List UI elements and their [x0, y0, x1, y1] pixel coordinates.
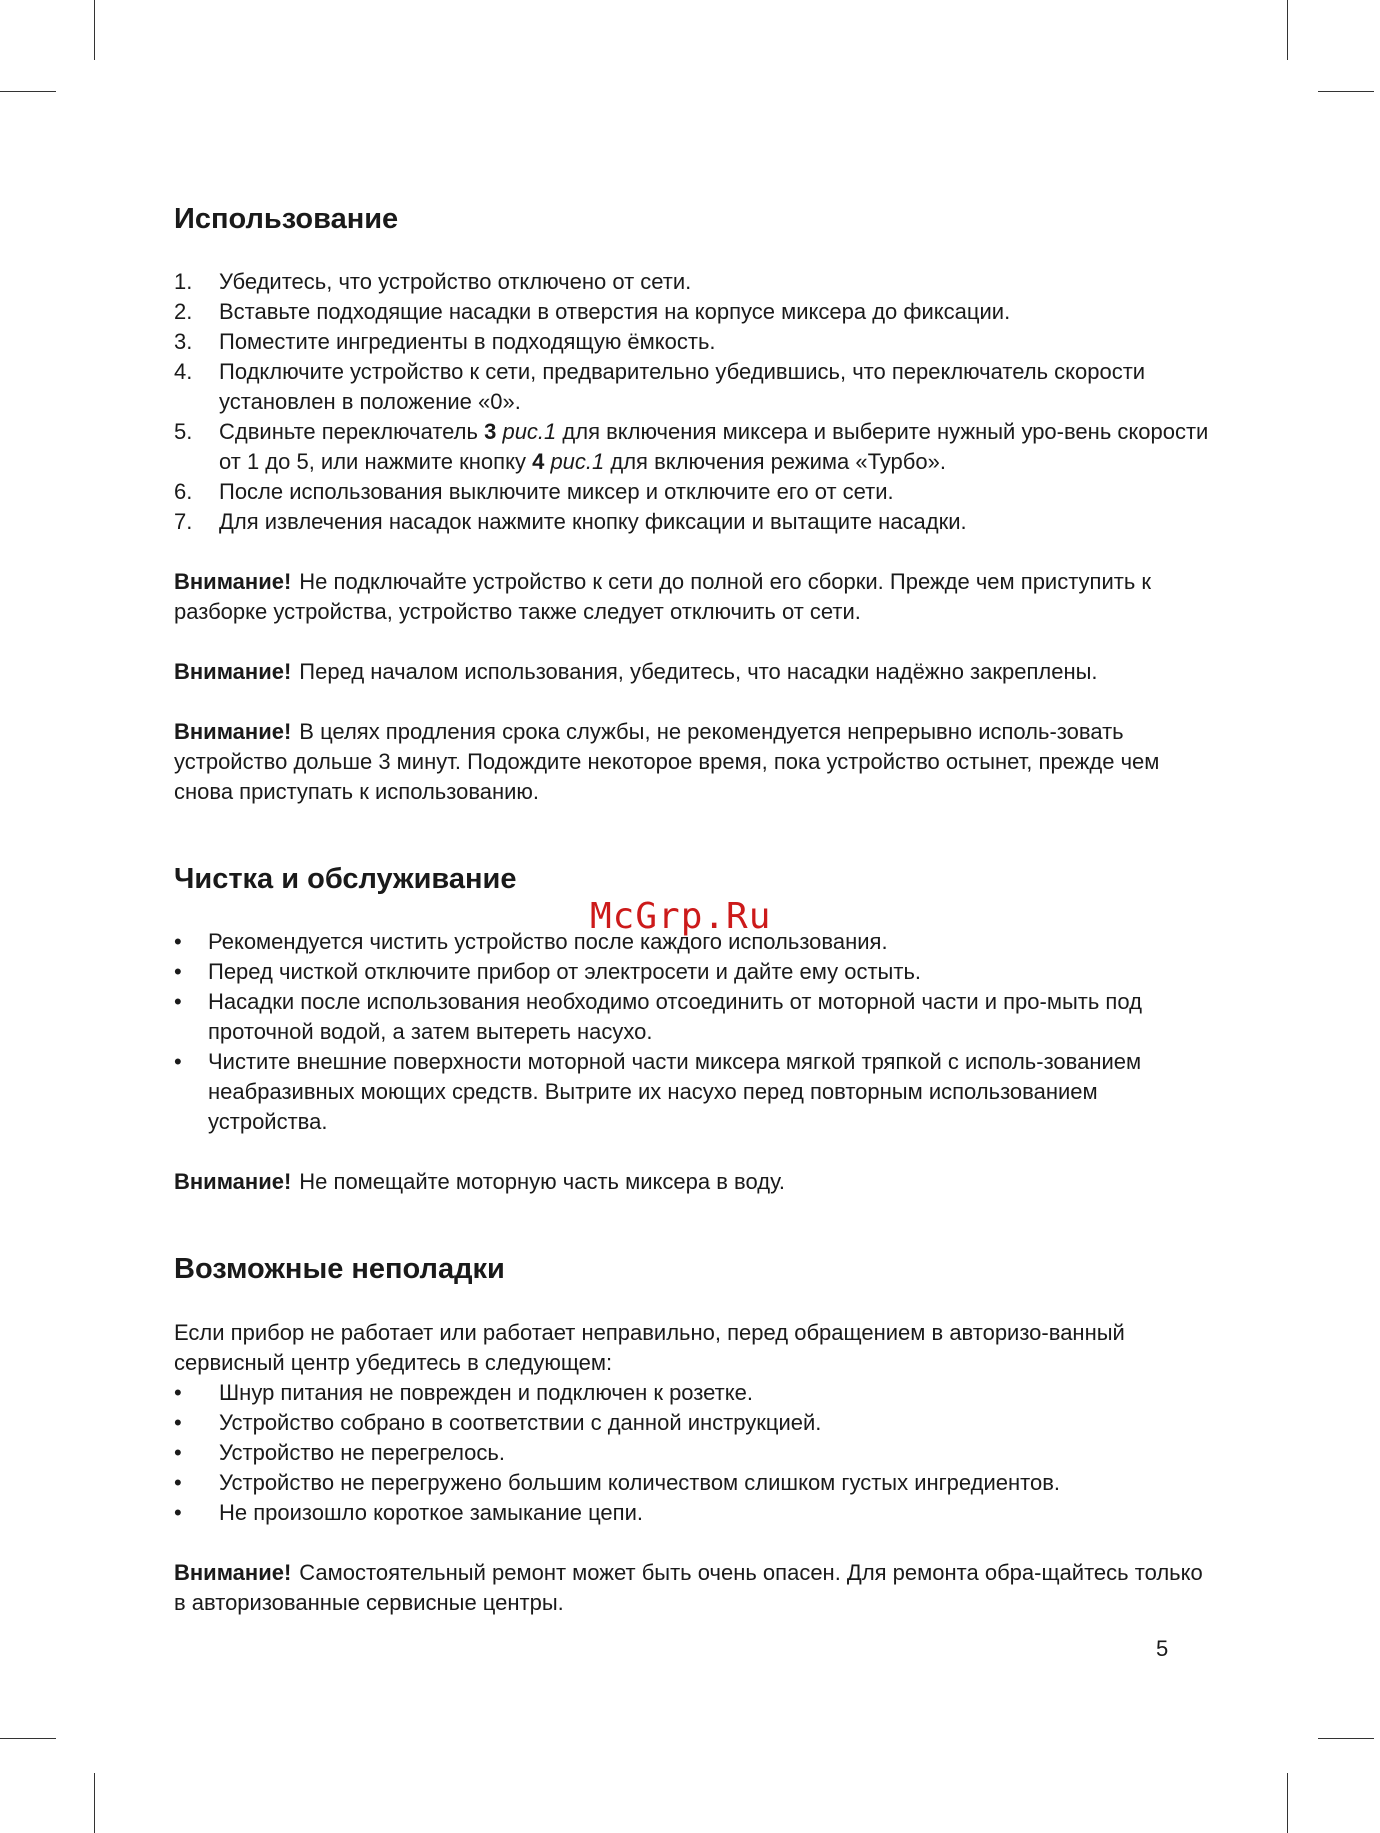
crop-mark	[94, 1773, 95, 1833]
step-number: 4.	[174, 359, 193, 384]
warning-label: Внимание!	[174, 569, 292, 594]
list-item	[174, 1378, 1214, 1408]
list-item	[174, 987, 1214, 1047]
bullet-icon: •	[174, 959, 182, 984]
bullet-icon: •	[174, 1440, 182, 1465]
warning-text: Перед началом использования, убедитесь, что насадки надёжно закреплены.	[299, 659, 1098, 684]
warning-paragraph	[174, 657, 1214, 687]
warning-paragraph	[174, 1558, 1214, 1618]
step-text: Поместите ингредиенты в подходящую ёмкость.	[219, 329, 716, 354]
step-text: Подключите устройство к сети, предварительно убедившись, что переключатель скорости установлен в положение «0».	[219, 359, 1146, 414]
step-text-part: для включения режима «Турбо».	[604, 449, 946, 474]
warning-text: Самостоятельный ремонт может быть очень опасен. Для ремонта обра-щайтесь только в авторизованные сервисные центры.	[174, 1560, 1203, 1615]
bullet-icon: •	[174, 929, 182, 954]
list-item	[174, 1438, 1214, 1468]
bullet-icon: •	[174, 1500, 182, 1525]
warning-paragraph	[174, 1167, 1214, 1197]
bullet-icon: •	[174, 1380, 182, 1405]
step-text: Для извлечения насадок нажмите кнопку фиксации и вытащите насадки.	[219, 509, 967, 534]
figure-ref: рис.1	[502, 419, 557, 444]
crop-mark	[0, 91, 56, 92]
bullet-icon: •	[174, 1470, 182, 1495]
list-item	[174, 267, 1214, 297]
warning-text: В целях продления срока службы, не рекомендуется непрерывно исполь-зовать устройство дольше 3 минут. Подождите некоторое время, пока устройство остынет, прежде чем снова приступать к использованию.	[174, 719, 1160, 804]
usage-steps-list	[174, 267, 1214, 537]
step-text: Убедитесь, что устройство отключено от сети.	[219, 269, 692, 294]
page-number: 5	[1156, 1636, 1169, 1661]
warning-text: Не подключайте устройство к сети до полной его сборки. Прежде чем приступить к разборке устройства, устройство также следует отключить от сети.	[174, 569, 1152, 624]
warning-label: Внимание!	[174, 1560, 292, 1585]
bullet-icon: •	[174, 1049, 182, 1074]
crop-mark	[0, 1738, 56, 1739]
step-number: 2.	[174, 299, 193, 324]
bullet-text: Чистите внешние поверхности моторной части миксера мягкой тряпкой с исполь-зованием неабразивных моющих средств. Вытрите их насухо перед повторным использованием устройства.	[208, 1049, 1142, 1134]
bullet-text: Шнур питания не поврежден и подключен к розетке.	[219, 1380, 753, 1405]
list-item	[174, 327, 1214, 357]
step-text-part: для включения миксера и выберите нужный уро-вень скорости от 1 до 5, или нажмите кнопку	[219, 419, 1209, 474]
button-ref-number: 4	[532, 449, 545, 474]
bullet-text: Устройство не перегрелось.	[219, 1440, 505, 1465]
step-number: 3.	[174, 329, 193, 354]
list-item	[174, 357, 1214, 417]
step-number: 6.	[174, 479, 193, 504]
list-item	[174, 477, 1214, 507]
step-number: 1.	[174, 269, 193, 294]
switch-ref-number: 3	[484, 419, 497, 444]
section-title-usage: Использование	[174, 203, 399, 235]
crop-mark	[1318, 91, 1374, 92]
step-text: После использования выключите миксер и отключите его от сети.	[219, 479, 894, 504]
bullet-text: Не произошло короткое замыкание цепи.	[219, 1500, 643, 1525]
troubleshooting-bullets-list	[174, 1378, 1214, 1528]
figure-ref: рис.1	[550, 449, 605, 474]
warning-label: Внимание!	[174, 1169, 292, 1194]
bullet-icon: •	[174, 1410, 182, 1435]
bullet-text: Устройство собрано в соответствии с данной инструкцией.	[219, 1410, 822, 1435]
crop-mark	[94, 0, 95, 60]
warning-label: Внимание!	[174, 659, 292, 684]
bullet-text: Устройство не перегружено большим количеством слишком густых ингредиентов.	[219, 1470, 1061, 1495]
list-item	[174, 507, 1214, 537]
warning-paragraph	[174, 717, 1214, 807]
intro-text: Если прибор не работает или работает неправильно, перед обращением в авторизо-ванный сервисный центр убедитесь в следующем:	[174, 1320, 1125, 1375]
bullet-icon: •	[174, 989, 182, 1014]
warning-label: Внимание!	[174, 719, 292, 744]
step-number: 5.	[174, 419, 193, 444]
troubleshooting-intro	[174, 1318, 1214, 1378]
bullet-text: Насадки после использования необходимо отсоединить от моторной части и про-мыть под проточной водой, а затем вытереть насухо.	[208, 989, 1142, 1044]
bullet-text: Перед чисткой отключите прибор от электросети и дайте ему остыть.	[208, 959, 922, 984]
section-title-troubleshooting: Возможные неполадки	[174, 1253, 505, 1285]
cleaning-bullets-list	[174, 927, 1214, 1137]
step-text-part: Сдвиньте переключатель	[219, 419, 485, 444]
list-item	[174, 417, 1214, 477]
list-item	[174, 1408, 1214, 1438]
list-item	[174, 1498, 1214, 1528]
list-item	[174, 297, 1214, 327]
list-item	[174, 1468, 1214, 1498]
crop-mark	[1318, 1738, 1374, 1739]
crop-mark	[1287, 1773, 1288, 1833]
crop-mark	[1287, 0, 1288, 60]
step-text	[219, 417, 1214, 477]
section-title-cleaning: Чистка и обслуживание	[174, 863, 517, 895]
watermark: McGrp.Ru	[590, 896, 772, 937]
bullet-text: Рекомендуется чистить устройство после каждого использования.	[208, 929, 888, 954]
step-text: Вставьте подходящие насадки в отверстия на корпусе миксера до фиксации.	[219, 299, 1011, 324]
warning-text: Не помещайте моторную часть миксера в воду.	[299, 1169, 785, 1194]
step-number: 7.	[174, 509, 193, 534]
list-item	[174, 957, 1214, 987]
warning-paragraph	[174, 567, 1214, 627]
list-item	[174, 1047, 1214, 1137]
